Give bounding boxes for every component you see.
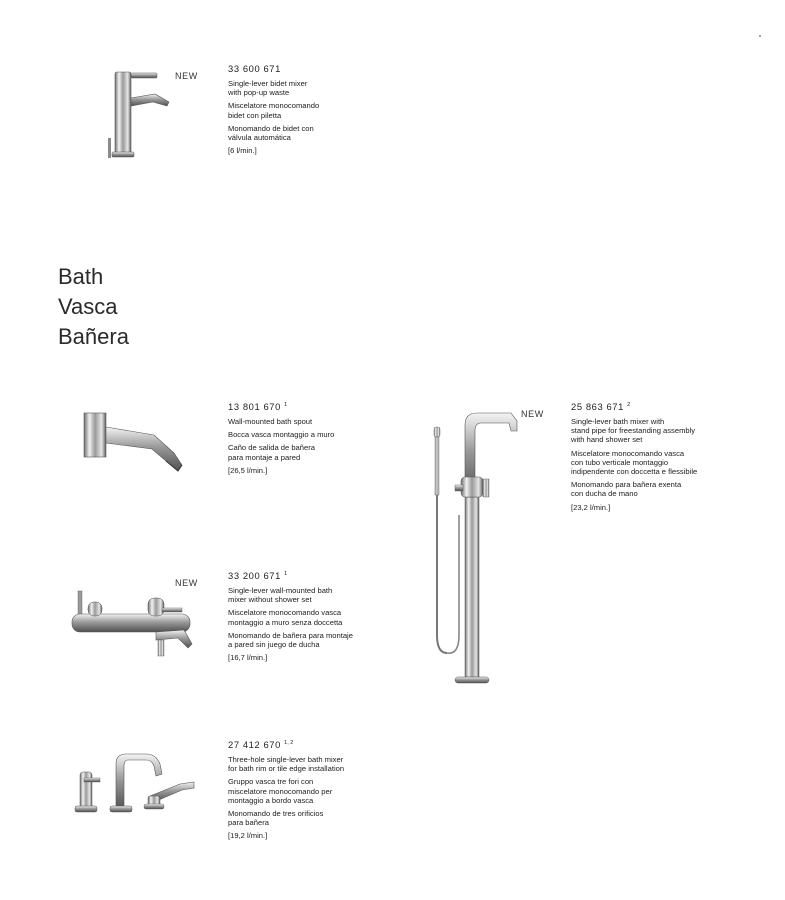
page-mark xyxy=(759,35,761,37)
product-code: 25 863 671 $^2$ xyxy=(571,401,631,412)
product-code: 13 801 670 $^1$ xyxy=(228,401,288,412)
bath-spout-image xyxy=(82,405,192,477)
new-badge: NEW xyxy=(521,409,544,419)
new-badge: NEW xyxy=(175,71,198,81)
product-info xyxy=(228,63,388,155)
section-title xyxy=(58,262,129,352)
product-desc-en: Single-lever bidet mixer with pop-up waste xyxy=(228,79,308,98)
product-flow-rate: [26,5 l/min.] xyxy=(228,465,268,475)
product-desc-es: Monomando de tres orificios para bañera xyxy=(228,809,324,828)
product-desc-en: Single-lever bath mixer with stand pipe for freestanding assembly with hand shower set xyxy=(571,417,696,445)
wall-bath-mixer-image xyxy=(68,588,194,660)
product-desc-en: Wall-mounted bath spout xyxy=(228,417,313,426)
product-info xyxy=(571,401,756,512)
product-flow-rate: [16,7 l/min.] xyxy=(228,653,268,663)
product-desc-it: Miscelatore monocomando bidet con piletta xyxy=(228,101,320,120)
product-info xyxy=(228,570,393,662)
new-badge: NEW xyxy=(175,578,198,588)
product-desc-en: Single-lever wall-mounted bath mixer without shower set xyxy=(228,586,333,605)
section-title-es: Bañera xyxy=(58,324,129,349)
product-code: 27 412 670 $^{1, 2}$ xyxy=(228,739,294,750)
product-desc-es: Monomando para bañera exenta con ducha de mano xyxy=(571,480,682,499)
product-desc-it: Miscelatore monocomando vasca con tubo verticale montaggio indipendente con doccetta e flessibile xyxy=(571,448,698,477)
product-info xyxy=(228,739,398,841)
product-desc-es: Caño de salida de bañera para montaje a pared xyxy=(228,443,315,462)
product-code: 33 200 671 $^1$ xyxy=(228,570,288,581)
product-flow-rate: [19,2 l/min.] xyxy=(228,831,268,841)
product-flow-rate: [6 l/min.] xyxy=(228,146,257,156)
product-flow-rate: [23,2 l/min.] xyxy=(571,502,611,512)
product-info xyxy=(228,401,388,475)
product-code: 33 600 671 xyxy=(228,63,281,74)
product-desc-it: Gruppo vasca tre fori con miscelatore monocomando per montaggio a bordo vasca xyxy=(228,777,333,805)
bidet-mixer-image xyxy=(95,62,175,164)
product-desc-es: Monomando de bidet con válvula automática xyxy=(228,123,314,143)
product-desc-es: Monomando de bañera para montaje a pared sin juego de ducha xyxy=(228,630,353,650)
section-title-it: Vasca xyxy=(58,294,118,319)
product-desc-it: Bocca vasca montaggio a muro xyxy=(228,430,335,440)
product-desc-en: Three-hole single-lever bath mixer for bath rim or tile edge installation xyxy=(228,755,345,774)
three-hole-bath-mixer-image xyxy=(70,750,196,820)
product-desc-it: Miscelatore monocomando vasca montaggio a muro senza doccetta xyxy=(228,608,343,627)
freestanding-bath-mixer-image xyxy=(425,405,535,690)
section-title-en: Bath xyxy=(58,264,104,289)
